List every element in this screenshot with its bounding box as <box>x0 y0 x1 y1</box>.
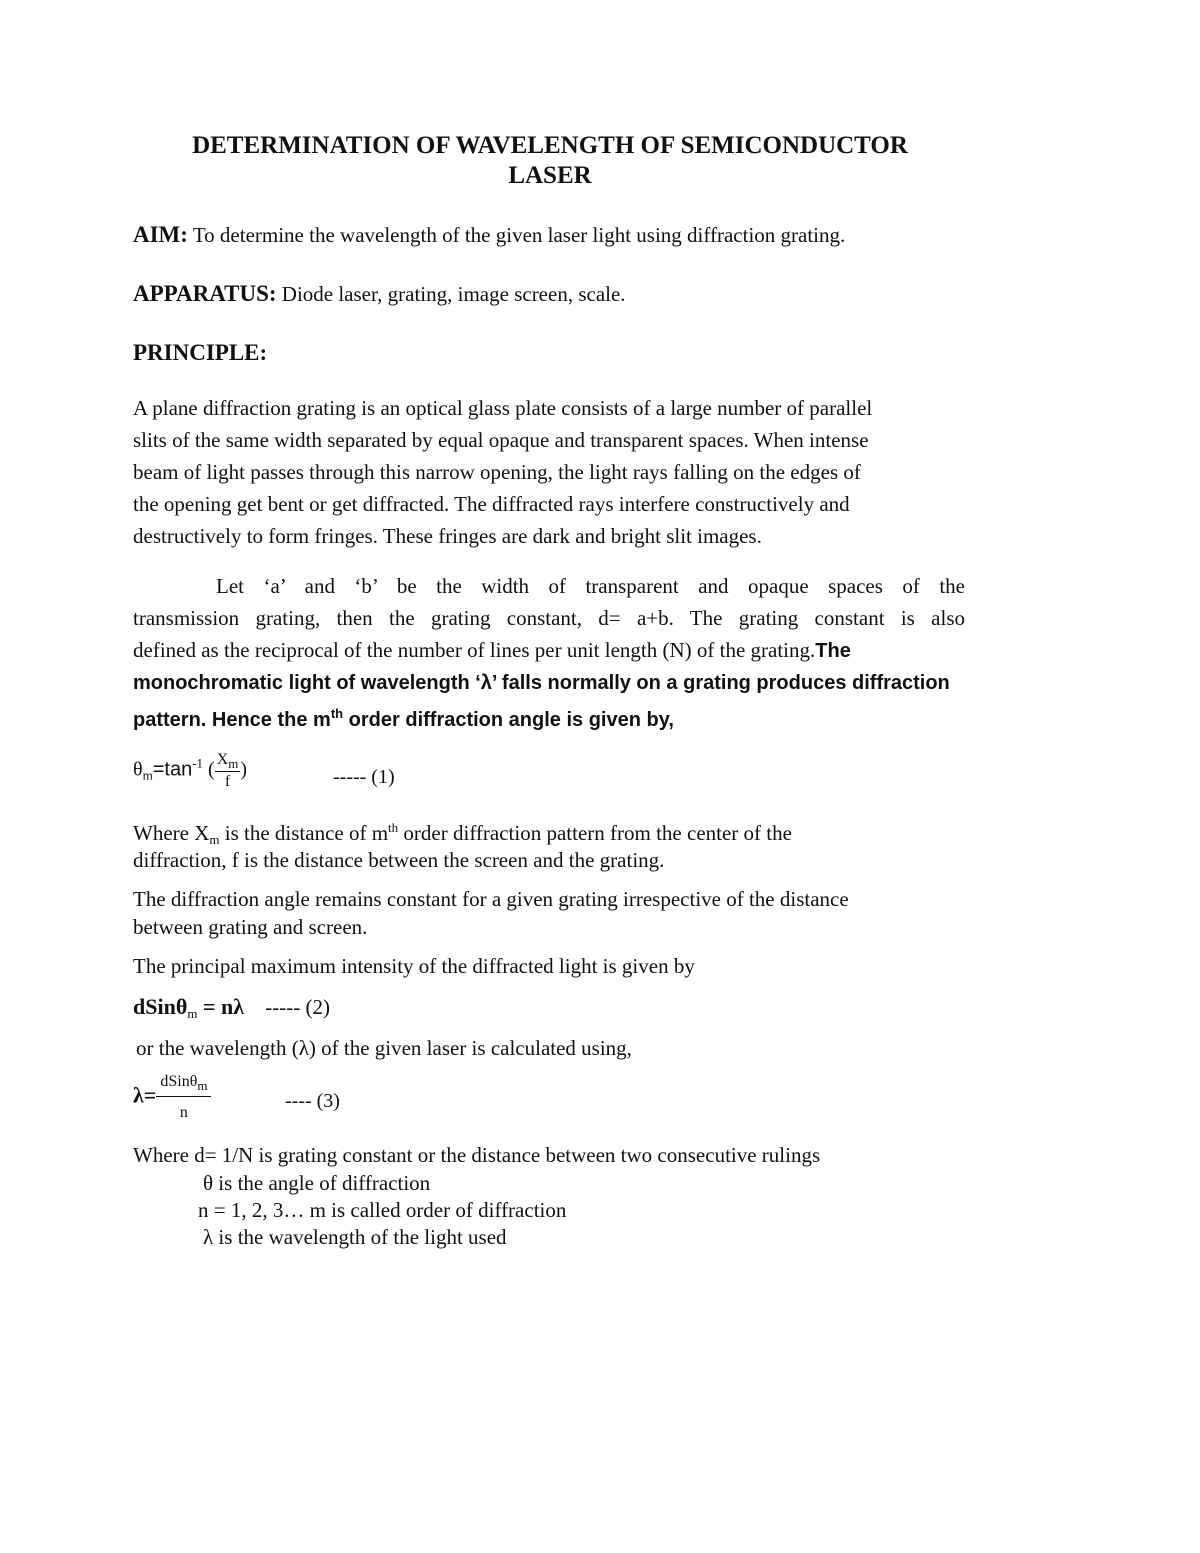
eq3-fraction <box>156 1074 211 1121</box>
principle-p2-line-5 <box>133 706 674 732</box>
legend-line-2: θ is the angle of diffraction <box>203 1171 431 1195</box>
principle-p1-line-5: destructively to form fringes. These fringes are dark and bright slit images. <box>133 524 762 548</box>
eq1-fraction <box>215 752 241 790</box>
principle-p2-line-2: transmission grating, then the grating constant, d= a+b. The grating constant is also <box>133 606 965 630</box>
eq3-num-sub: m <box>197 1078 208 1093</box>
eq3-lhs: λ= <box>133 1082 157 1108</box>
intensity-note: The principal maximum intensity of the diffracted light is given by <box>133 954 695 978</box>
aim-label: AIM: <box>133 222 188 247</box>
where-xm-sub: m <box>209 832 220 847</box>
constant-note-line-2: between grating and screen. <box>133 915 368 939</box>
equation-3 <box>133 1074 211 1121</box>
legend-line-3: n = 1, 2, 3… m is called order of diffraction <box>198 1198 567 1222</box>
title-line-1: DETERMINATION OF WAVELENGTH OF SEMICONDUCTOR <box>192 132 908 159</box>
equation-1 <box>133 752 247 790</box>
where-xm-c: order diffraction pattern from the center of the <box>398 821 792 845</box>
apparatus-label: APPARATUS: <box>133 281 277 306</box>
eq2-lhs: dSinθ <box>133 994 188 1019</box>
eq3-denominator: n <box>179 1104 188 1121</box>
eq1-func: =tan <box>152 758 193 781</box>
eq2-lhs-sub: m <box>187 1006 198 1021</box>
principle-p2-line-5-pre: pattern. Hence the m <box>133 709 331 731</box>
principle-p1-line-4: the opening get bent or get diffracted. The diffracted rays interfere constructively and <box>133 492 850 516</box>
where-xm-b: is the distance of m <box>219 821 389 845</box>
where-xm-a: Where X <box>133 821 210 845</box>
eq3-num-text: dSinθ <box>160 1073 198 1090</box>
principle-p2-line-3-tail: The <box>815 640 851 662</box>
principle-p1-line-1: A plane diffraction grating is an optical glass plate consists of a large number of parallel <box>133 396 873 420</box>
where-xm-line-1 <box>133 820 792 848</box>
eq2-rhs: = nλ <box>197 994 245 1019</box>
eq1-numerator <box>215 752 241 772</box>
eq1-tag: ----- (1) <box>333 766 395 788</box>
wavelength-note: or the wavelength (λ) of the given laser is calculated using, <box>136 1036 632 1060</box>
principle-p2-line-5-sup: th <box>330 706 344 721</box>
apparatus-text: Diode laser, grating, image screen, scale. <box>281 282 626 306</box>
eq1-num-text: X <box>216 751 229 768</box>
eq1-lhs-sub: m <box>142 767 153 783</box>
eq1-denominator: f <box>224 773 231 790</box>
principle-p2-line-5-post: order diffraction angle is given by, <box>343 709 674 731</box>
constant-note-line-1: The diffraction angle remains constant for a given grating irrespective of the distance <box>133 887 849 911</box>
eq1-num-sub: m <box>228 756 239 771</box>
equation-2 <box>133 994 330 1022</box>
aim-text: To determine the wavelength of the given laser light using diffraction grating. <box>192 223 846 247</box>
eq1-close: ) <box>240 758 248 781</box>
title-line-2: LASER <box>508 162 592 189</box>
eq1-open: ( <box>203 758 215 781</box>
eq3-numerator <box>156 1074 211 1097</box>
eq1-func-sup: -1 <box>192 755 204 771</box>
where-xm-sup: th <box>388 820 399 835</box>
principle-p2-line-3 <box>133 638 851 663</box>
principle-p2-line-1: Let ‘a’ and ‘b’ be the width of transparent and opaque spaces of the <box>216 574 965 598</box>
document-title <box>0 131 1100 191</box>
eq3-tag: ---- (3) <box>285 1090 340 1112</box>
principle-p2-line-3-text: defined as the reciprocal of the number of lines per unit length (N) of the grating. <box>133 638 816 662</box>
legend-line-4: λ is the wavelength of the light used <box>203 1225 507 1249</box>
eq2-tag: ----- (2) <box>265 995 330 1019</box>
principle-p2-line-4: monochromatic light of wavelength ‘λ’ falls normally on a grating produces diffraction <box>133 672 950 694</box>
aim-section <box>133 222 845 248</box>
principle-p1-line-3: beam of light passes through this narrow opening, the light rays falling on the edges of <box>133 460 861 484</box>
apparatus-section <box>133 281 626 307</box>
eq1-lhs: θ <box>133 758 143 781</box>
where-xm-line-2: diffraction, f is the distance between the screen and the grating. <box>133 848 665 872</box>
principle-p1-line-2: slits of the same width separated by equal opaque and transparent spaces. When intense <box>133 428 869 452</box>
legend-line-1: Where d= 1/N is grating constant or the distance between two consecutive rulings <box>133 1143 821 1167</box>
principle-heading: PRINCIPLE: <box>133 340 268 365</box>
